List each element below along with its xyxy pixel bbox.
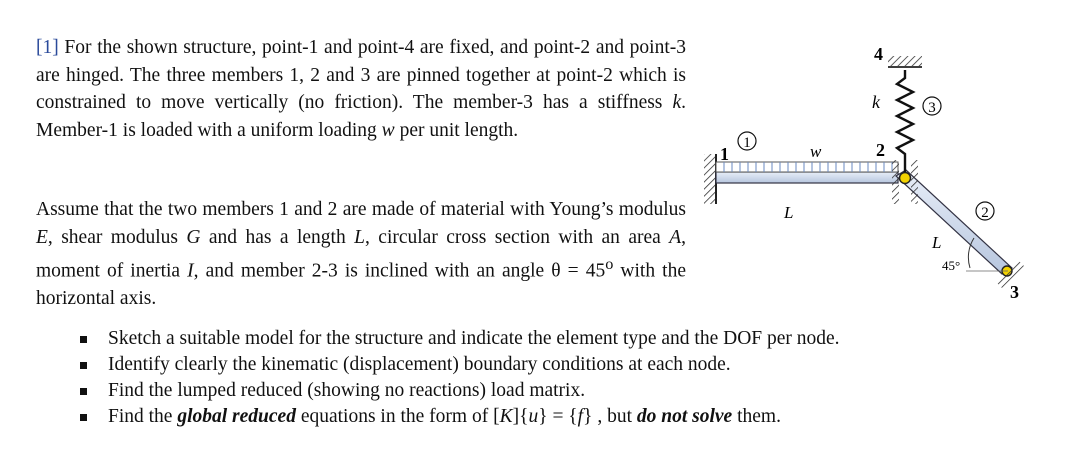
task-text: Sketch a suitable model for the structure and indicate the element type and the DOF per node.: [108, 328, 840, 349]
problem-number: [1]: [36, 37, 59, 58]
fixed-support-4: [888, 56, 922, 66]
youngs-modulus-symbol: E: [36, 226, 48, 248]
stiffness-matrix-symbol: K: [499, 406, 513, 427]
vertical-guide-left: [892, 160, 899, 204]
node-label-4: 4: [874, 44, 883, 64]
material-text: , and member 2-3 is inclined with an angle: [193, 260, 552, 282]
task-list: [70, 326, 1070, 430]
vertical-guide-right: [911, 160, 918, 204]
length-symbol: L: [354, 226, 365, 248]
task-text: Identify clearly the kinematic (displacement) boundary conditions at each node.: [108, 354, 731, 375]
material-text: with the horizontal axis.: [36, 260, 686, 309]
load-label: w: [810, 142, 822, 161]
member-label-1: 1: [743, 135, 751, 151]
task-item: [70, 326, 1070, 352]
material-text: , circular cross section with an area: [365, 226, 670, 248]
problem-text: For the shown structure, point-1 and point-4 are fixed, and point-2 and point-3 are hinged. The three members 1, 2 and 3 are pinned together at point-2 which is constrained to move vertically (no friction). The member-3 has a stiffness: [36, 37, 686, 113]
length-label-2: L: [932, 233, 942, 252]
task-text: them.: [732, 406, 781, 427]
task-item: [70, 378, 1070, 404]
shear-modulus-symbol: G: [186, 226, 201, 248]
angle-label: 45°: [942, 258, 961, 273]
material-text: Assume that the two members 1 and 2 are made of material with Young’s modulus: [36, 199, 686, 220]
material-text: and has a length: [200, 226, 355, 248]
material-assumption-paragraph: [36, 196, 686, 313]
task-text: Find the: [108, 406, 178, 427]
task-text: ]{: [512, 406, 529, 427]
problem-text: . Member-1 is loaded with a uniform loading: [36, 92, 686, 141]
distributed-load: [716, 162, 898, 172]
task-emphasis: do not solve: [636, 406, 733, 427]
member-label-3: 3: [928, 100, 936, 116]
stiffness-symbol: k: [672, 92, 682, 113]
degree-symbol: o: [605, 255, 614, 273]
member-label-2: 2: [981, 205, 989, 221]
load-symbol: w: [381, 119, 395, 141]
task-emphasis: global reduced: [177, 406, 296, 427]
length-label-1: L: [784, 203, 794, 222]
task-text: equations in the form of [: [295, 406, 500, 427]
bullet-icon: [80, 362, 87, 369]
spring-member-3: [897, 70, 913, 172]
hinge-2: [900, 173, 911, 184]
displacement-vector-symbol: u: [528, 406, 539, 427]
force-vector-symbol: f: [577, 406, 584, 427]
node-label-3: 3: [1010, 282, 1019, 302]
bullet-icon: [80, 388, 87, 395]
problem-statement-paragraph: [36, 34, 686, 144]
task-item: [70, 352, 1070, 378]
inertia-symbol: I: [187, 260, 194, 282]
angle-equation: θ = 45: [551, 260, 606, 282]
material-text: , moment of inertia: [36, 226, 686, 282]
spring-label: k: [872, 92, 880, 112]
problem-text: per unit length.: [394, 119, 519, 141]
task-text: } = {: [538, 406, 578, 427]
material-text: , shear modulus: [47, 226, 187, 248]
bullet-icon: [80, 336, 87, 343]
task-text: Find the lumped reduced (showing no reactions) load matrix.: [108, 380, 586, 401]
node-label-2: 2: [876, 140, 885, 160]
bullet-icon: [80, 414, 87, 421]
node-label-1: 1: [720, 144, 729, 164]
structure-figure: [700, 30, 1040, 310]
fixed-support-1: [704, 154, 716, 204]
member-1-beam: [716, 172, 898, 183]
task-item: [70, 404, 1070, 430]
task-text: } , but: [583, 406, 637, 427]
area-symbol: A: [669, 226, 682, 248]
